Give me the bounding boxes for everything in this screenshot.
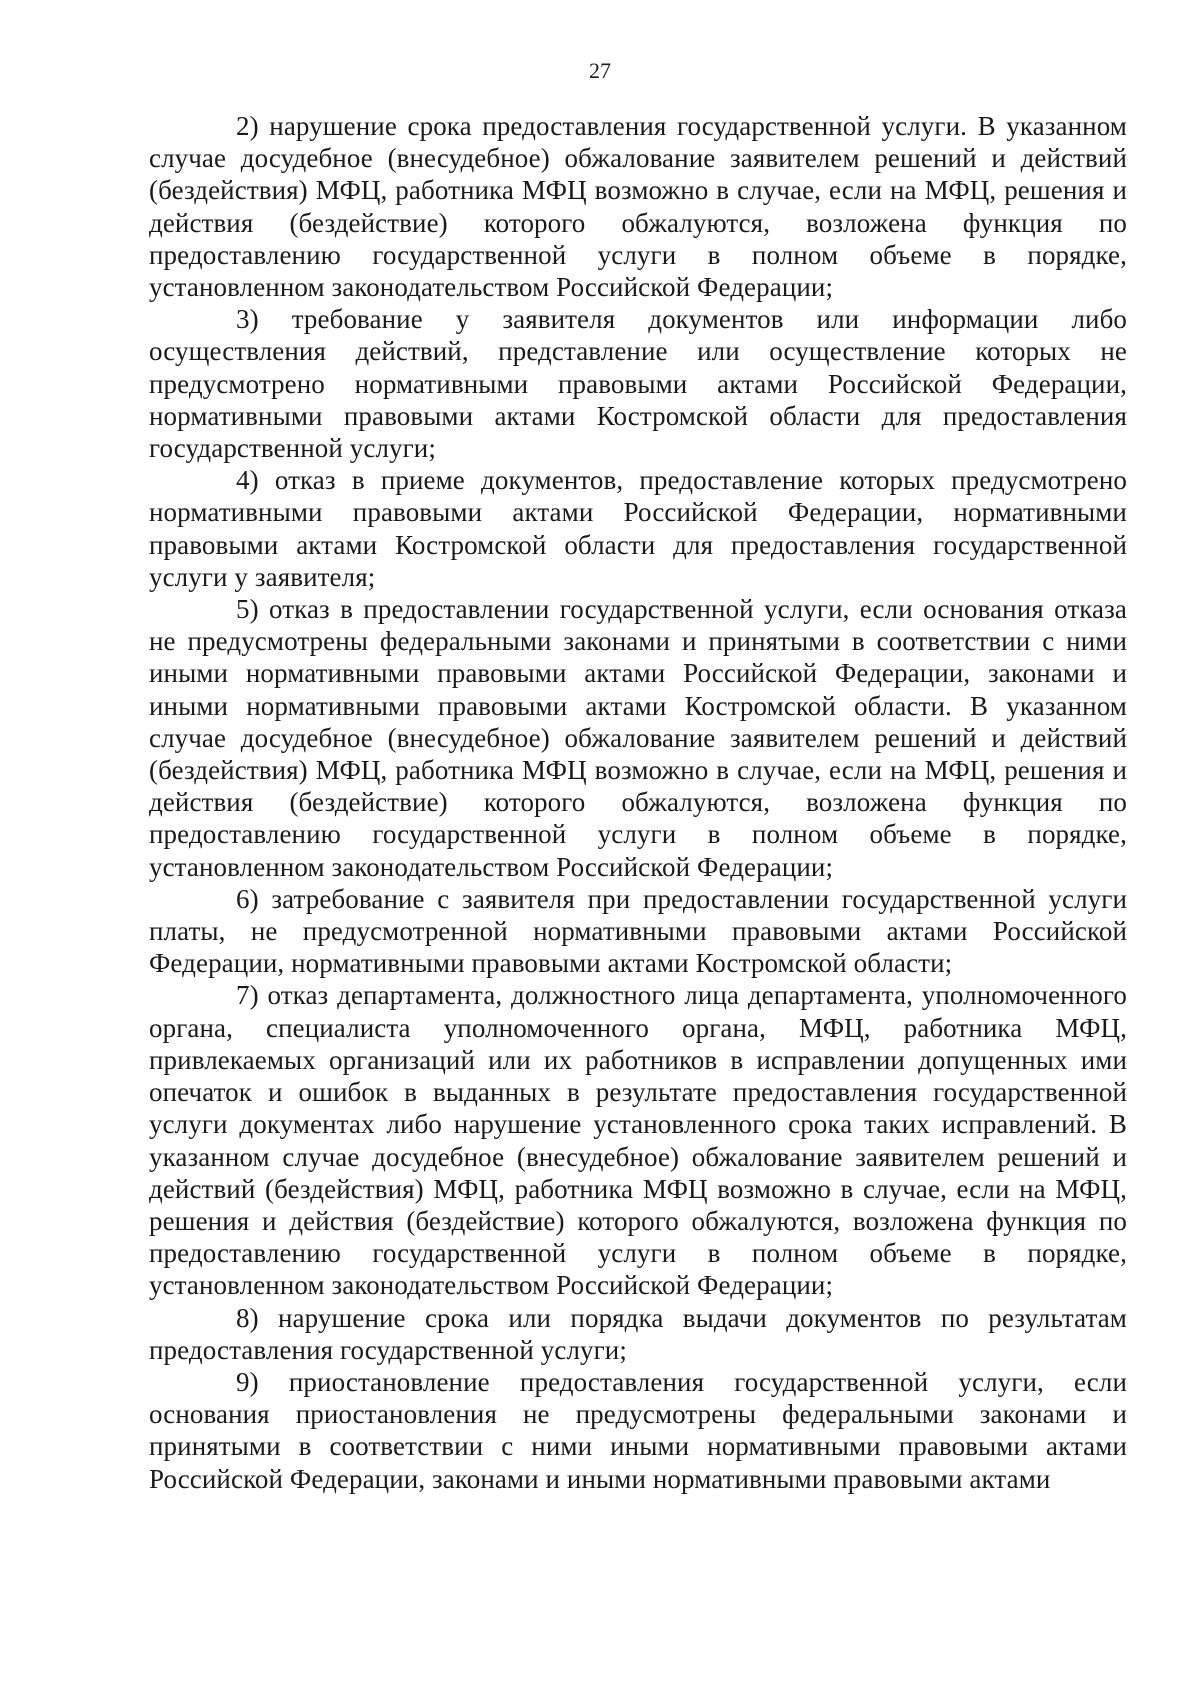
list-item-6: 6) затребование с заявителя при предоставлении государственной услуги платы, не предусмотренной нормативными правовыми актами Российской Федерации, нормативными правовыми актами Костромской области; bbox=[149, 883, 1127, 979]
document-body bbox=[149, 110, 1127, 1495]
list-item-4: 4) отказ в приеме документов, предоставление которых предусмотрено нормативными правовыми актами Российской Федерации, нормативными правовыми актами Костромской области для предоставления государственной услуги у заявителя; bbox=[149, 465, 1127, 592]
list-item-8: 8) нарушение срока или порядка выдачи документов по результатам предоставления государственной услуги; bbox=[149, 1302, 1127, 1365]
list-item-3: 3) требование у заявителя документов или информации либо осуществления действий, представление или осуществление которых не предусмотрено нормативными правовыми актами Российской Федерации, нормативными правовыми актами Костромской области для предоставления государственной услуги; bbox=[149, 304, 1127, 464]
list-item-7: 7) отказ департамента, должностного лица департамента, уполномоченного органа, специалиста уполномоченного органа, МФЦ, работника МФЦ, привлекаемых организаций или их работников в исправлении допущенных ими опечаток и ошибок в выданных в результате предоставления государственной услуги документах либо нарушение установленного срока таких исправлений. В указанном случае досудебное (внесудебное) обжалование заявителем решений и действий (бездействия) МФЦ, работника МФЦ возможно в случае, если на МФЦ, решения и действия (бездействие) которого обжалуются, возложена функция по предоставлению государственной услуги в полном объеме в порядке, установленном законодательством Российской Федерации; bbox=[149, 980, 1127, 1301]
page-number: 27 bbox=[589, 58, 611, 83]
list-item-5: 5) отказ в предоставлении государственной услуги, если основания отказа не предусмотрены федеральными законами и принятыми в соответствии с ними иными нормативными правовыми актами Российской Федерации, законами и иными нормативными правовыми актами Костромской области. В указанном случае досудебное (внесудебное) обжалование заявителем решений и действий (бездействия) МФЦ, работника МФЦ возможно в случае, если на МФЦ, решения и действия (бездействие) которого обжалуются, возложена функция по предоставлению государственной услуги в полном объеме в порядке, установленном законодательством Российской Федерации; bbox=[149, 594, 1127, 882]
list-item-9: 9) приостановление предоставления государственной услуги, если основания приостановления не предусмотрены федеральными законами и принятыми в соответствии с ними иными нормативными правовыми актами Российской Федерации, законами и иными нормативными правовыми актами bbox=[149, 1366, 1127, 1494]
list-item-2: 2) нарушение срока предоставления государственной услуги. В указанном случае досудебное (внесудебное) обжалование заявителем решений и действий (бездействия) МФЦ, работника МФЦ возможно в случае, если на МФЦ, решения и действия (бездействие) которого обжалуются, возложена функция по предоставлению государственной услуги в полном объеме в порядке, установленном законодательством Российской Федерации; bbox=[149, 111, 1127, 303]
